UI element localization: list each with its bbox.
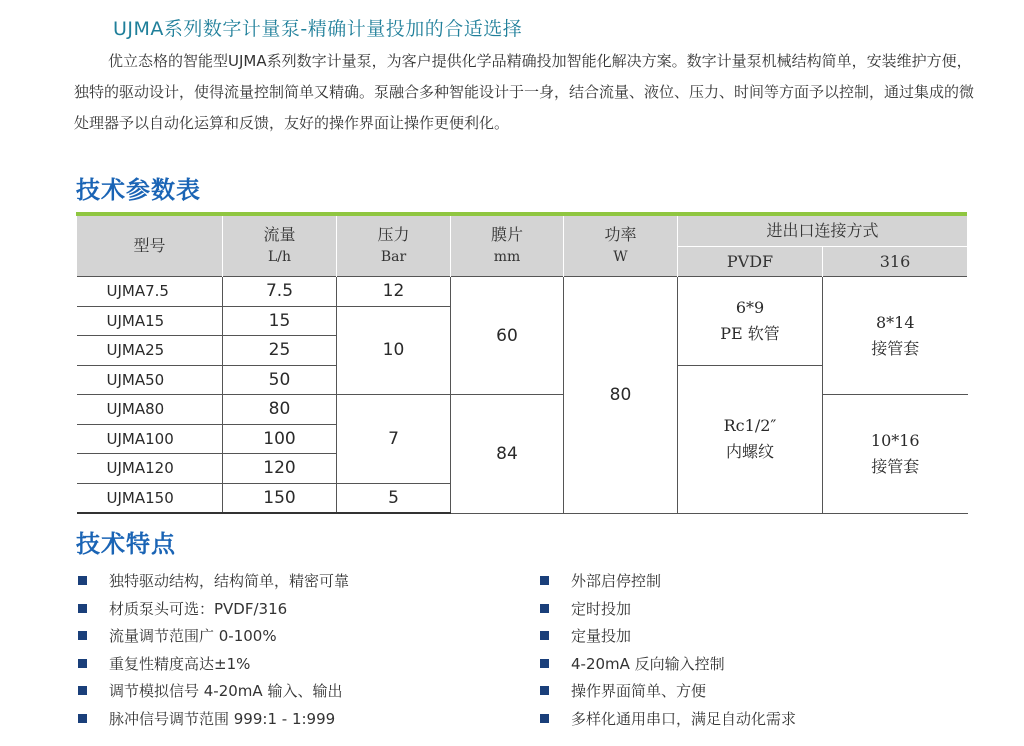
ss316-conn-type: 接管套: [871, 338, 920, 358]
square-bullet-icon: [540, 659, 549, 668]
square-bullet-icon: [78, 714, 87, 723]
flow-unit: L/h: [267, 249, 292, 265]
page-title: UJMA系列数字计量泵-精确计量投加的合适选择: [113, 18, 523, 40]
col-header-pressure: [337, 216, 451, 277]
diaphragm-cell: 84: [451, 395, 564, 514]
model-cell: UJMA80: [77, 395, 223, 425]
feature-text: 重复性精度高达±1%: [109, 654, 251, 673]
model-cell: UJMA100: [77, 424, 223, 454]
flow-cell: 25: [223, 336, 337, 366]
model-cell: UJMA120: [77, 454, 223, 484]
flow-cell: 120: [223, 454, 337, 484]
list-item: [540, 678, 796, 706]
spec-table: [76, 216, 968, 514]
flow-cell: 50: [223, 365, 337, 395]
feature-text: 操作界面简单、方便: [571, 682, 707, 700]
col-header-diaphragm: [451, 216, 564, 277]
feature-text: 材质泵头可选：PVDF/316: [109, 599, 288, 618]
power-label: 功率: [604, 225, 637, 244]
square-bullet-icon: [540, 714, 549, 723]
list-item: [540, 568, 796, 596]
model-cell: UJMA150: [77, 483, 223, 513]
list-item: [78, 568, 349, 596]
pvdf-conn-size: 6*9: [735, 297, 765, 317]
list-item: [540, 706, 796, 734]
list-item: [78, 596, 349, 624]
list-item: [78, 678, 349, 706]
square-bullet-icon: [78, 576, 87, 585]
pvdf-conn-type: PE 软管: [720, 323, 780, 343]
feature-text: 脉冲信号调节范围 999:1 - 1:999: [109, 709, 336, 728]
square-bullet-icon: [540, 631, 549, 640]
square-bullet-icon: [540, 576, 549, 585]
flow-cell: 7.5: [223, 277, 337, 307]
power-cell: 80: [564, 277, 678, 514]
ss316-conn-type: 接管套: [871, 456, 920, 476]
pvdf-conn-type: 内螺纹: [725, 442, 774, 461]
pressure-unit: Bar: [380, 249, 407, 265]
list-item: [78, 623, 349, 651]
diaphragm-unit: mm: [493, 249, 521, 265]
feature-text: 定时投加: [571, 599, 632, 618]
table-row: [77, 395, 968, 425]
intro-text: 优立态格的智能型UJMA系列数字计量泵，为客户提供化学品精确投加智能化解决方案。数字计量泵机械结构简单，安装维护方便，独特的驱动设计，使得流量控制简单又精确。泵融合多种智能设计于一身，结合流量、液位、压力、时间等方面予以控制，通过集成的微处理器予以自动化运算和反馈，友好的操作界面让操作更便利化。: [74, 52, 975, 132]
model-cell: UJMA15: [77, 306, 223, 336]
table-row: [77, 277, 968, 307]
ss316-conn-size: 8*14: [875, 312, 915, 332]
flow-label: 流量: [263, 225, 296, 244]
pvdf-conn-cell: [678, 365, 823, 513]
ss316-conn-cell: [823, 277, 968, 395]
feature-text: 定量投加: [571, 627, 632, 645]
square-bullet-icon: [540, 686, 549, 695]
square-bullet-icon: [78, 686, 87, 695]
feature-text: 流量调节范围广 0-100%: [109, 627, 277, 645]
pvdf-conn-size: Rc1/2″: [723, 416, 777, 435]
pressure-cell: 10: [337, 306, 451, 395]
col-header-power: [564, 216, 678, 277]
pressure-cell: 7: [337, 395, 451, 484]
spec-heading: 技术参数表: [76, 176, 201, 204]
diaphragm-label: 膜片: [490, 225, 523, 244]
feature-text: 调节模拟信号 4-20mA 输入、输出: [109, 682, 343, 700]
features-left-list: [78, 568, 349, 733]
square-bullet-icon: [540, 604, 549, 613]
col-header-pvdf: PVDF: [678, 247, 823, 277]
diaphragm-cell: 60: [451, 277, 564, 395]
features-heading: 技术特点: [76, 530, 176, 558]
feature-text: 独特驱动结构，结构简单，精密可靠: [109, 572, 350, 590]
intro-paragraph: [74, 46, 974, 139]
pressure-cell: 5: [337, 483, 451, 513]
list-item: [78, 706, 349, 734]
pressure-cell: 12: [337, 277, 451, 307]
feature-text: 外部启停控制: [571, 572, 662, 590]
ss316-conn-cell: [823, 395, 968, 514]
model-cell: UJMA50: [77, 365, 223, 395]
features-right-list: [540, 568, 796, 733]
col-header-316: 316: [823, 247, 968, 277]
square-bullet-icon: [78, 631, 87, 640]
power-unit: W: [613, 249, 628, 265]
list-item: [78, 651, 349, 679]
col-header-connection: 进出口连接方式: [678, 216, 968, 247]
list-item: [540, 596, 796, 624]
model-cell: UJMA7.5: [77, 277, 223, 307]
col-header-model: 型号: [77, 216, 223, 277]
square-bullet-icon: [78, 604, 87, 613]
flow-cell: 100: [223, 424, 337, 454]
feature-text: 多样化通用串口，满足自动化需求: [571, 709, 797, 728]
list-item: [540, 651, 796, 679]
flow-cell: 15: [223, 306, 337, 336]
model-cell: UJMA25: [77, 336, 223, 366]
pressure-label: 压力: [377, 225, 410, 244]
list-item: [540, 623, 796, 651]
flow-cell: 80: [223, 395, 337, 425]
pvdf-conn-cell: [678, 277, 823, 366]
feature-text: 4-20mA 反向输入控制: [571, 654, 725, 673]
col-header-flow: [223, 216, 337, 277]
flow-cell: 150: [223, 483, 337, 513]
ss316-conn-size: 10*16: [870, 430, 920, 450]
square-bullet-icon: [78, 659, 87, 668]
